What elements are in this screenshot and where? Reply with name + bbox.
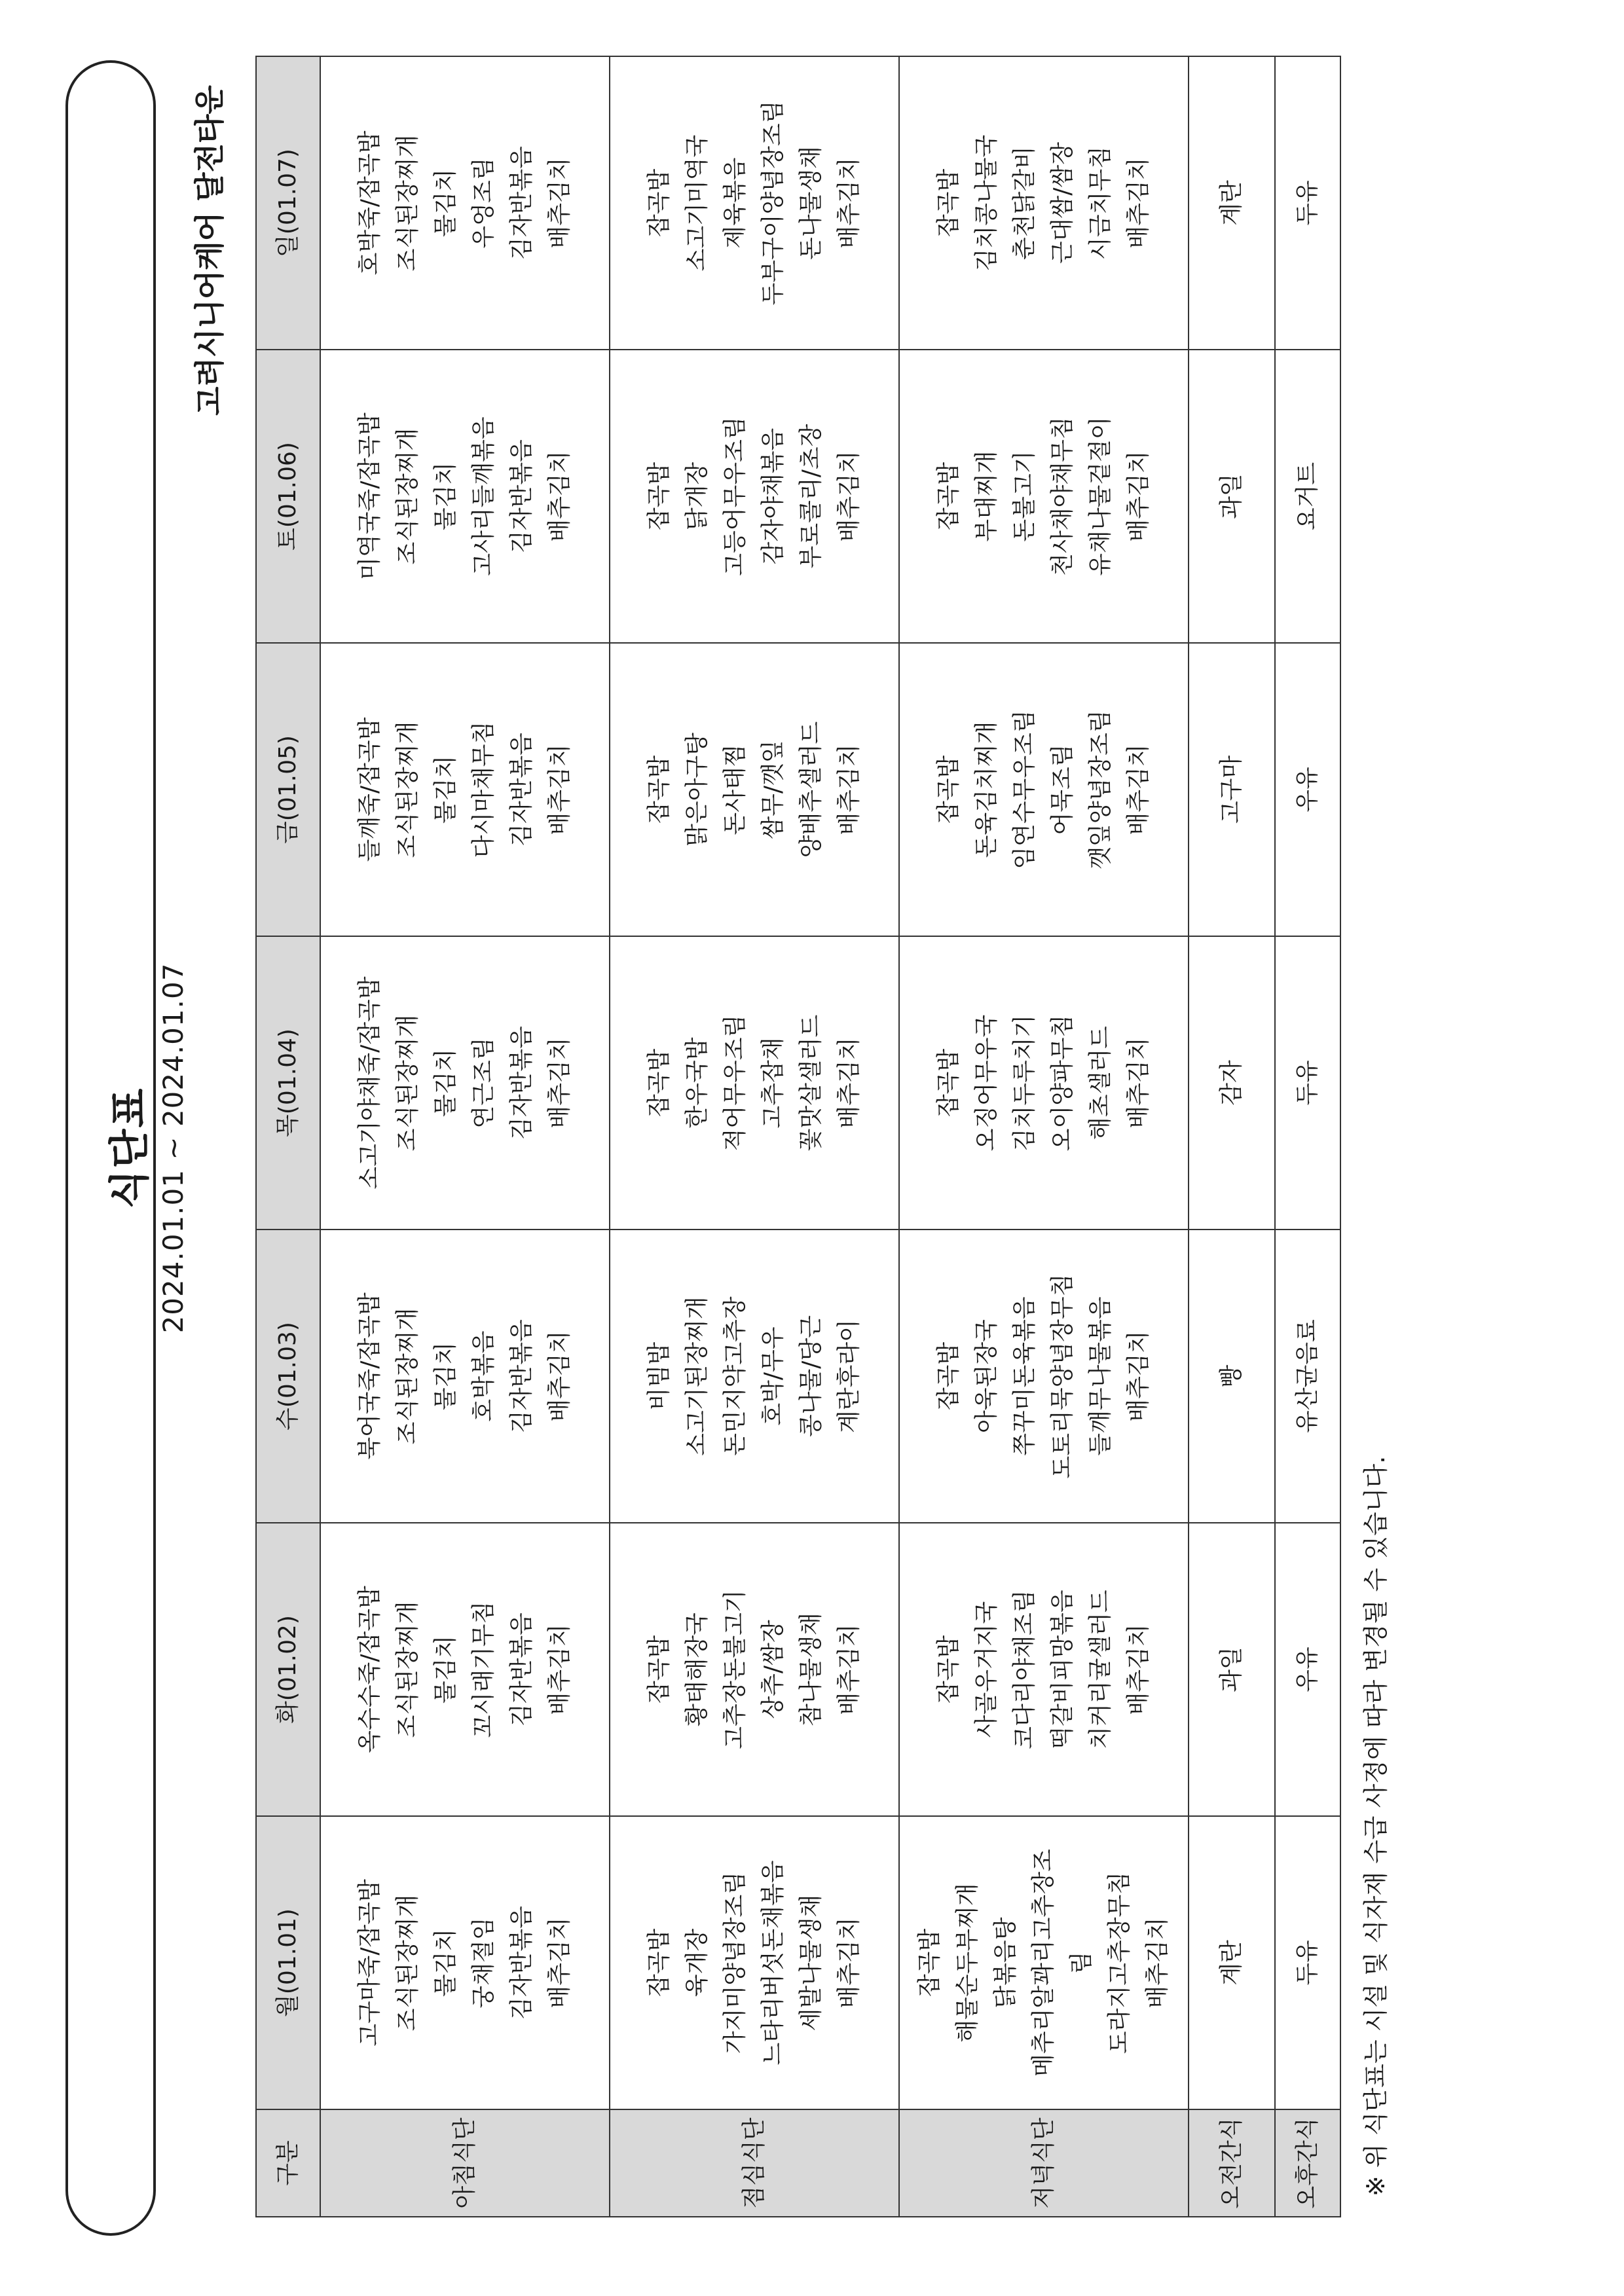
menu-item: 조식된장찌개	[394, 134, 421, 272]
dinner-row	[899, 56, 1189, 2217]
menu-item: 김자반볶음	[508, 146, 535, 260]
menu-cell	[1189, 56, 1275, 350]
menu-item: 궁채절임	[470, 1917, 497, 2009]
menu-cell	[1275, 643, 1340, 936]
menu-item: 부대찌개	[973, 450, 1000, 542]
menu-item: 물김치	[432, 462, 459, 531]
menu-item: 들깨죽/잡곡밥	[356, 717, 383, 862]
menu-cell	[1189, 936, 1275, 1230]
menu-item: 닭개장	[684, 462, 710, 531]
menu-item: 고추잡채	[760, 1037, 786, 1129]
menu-cell	[1275, 350, 1340, 643]
menu-item: 고사리들깨볶음	[470, 416, 497, 576]
menu-item: 닭볶음탕	[992, 1917, 1019, 2009]
menu-item: 고등어무우조림	[722, 416, 748, 576]
row-label: 오전간식	[1189, 2109, 1275, 2217]
menu-item: 물김치	[432, 1048, 459, 1118]
menu-cell	[899, 350, 1189, 643]
menu-item: 유채나물겉절이	[1087, 416, 1114, 576]
menu-cell	[320, 1816, 610, 2109]
menu-cell	[1275, 1230, 1340, 1523]
menu-item: 옥수수죽/잡곡밥	[356, 1586, 383, 1753]
menu-item: 근대쌈/쌈장	[1049, 142, 1076, 264]
menu-item: 빵	[1218, 1364, 1245, 1388]
menu-item: 느타리버섯돈채볶음	[760, 1860, 786, 2066]
menu-item: 잡곡밥	[935, 1635, 962, 1704]
menu-item: 오징어무우국	[973, 1014, 1000, 1152]
menu-cell	[610, 1816, 899, 2109]
menu-item: 우유	[1294, 767, 1321, 812]
afternoon-snack-row	[1275, 56, 1340, 2217]
menu-cell	[1275, 1816, 1340, 2109]
menu-item: 잡곡밥	[935, 462, 962, 531]
menu-item: 배추김치	[1125, 157, 1152, 249]
menu-item: 꼬시래기무침	[470, 1601, 497, 1738]
menu-item: 배추김치	[1144, 1917, 1171, 2009]
menu-item: 고추장돈불고기	[722, 1590, 748, 1749]
menu-item: 꽃맛살샐러드	[798, 1014, 824, 1152]
menu-cell	[1189, 350, 1275, 643]
menu-item: 비빔밥	[646, 1341, 673, 1411]
menu-cell	[610, 1230, 899, 1523]
category-header: 구분	[256, 2109, 320, 2217]
menu-item: 해초샐러드	[1087, 1026, 1114, 1140]
menu-cell	[899, 643, 1189, 936]
menu-item: 배추김치	[1125, 1624, 1152, 1715]
menu-cell	[1275, 56, 1340, 350]
menu-cell	[899, 936, 1189, 1230]
menu-item: 세발나물생채	[798, 1894, 824, 2032]
footnote: ※ 위 식단표는 시설 및 식자재 수급 사정에 따라 변경될 수 있습니다.	[1361, 1455, 1390, 2196]
menu-item: 배추김치	[836, 1037, 862, 1129]
menu-item: 고구마	[1218, 755, 1245, 824]
menu-item: 물김치	[432, 1341, 459, 1411]
menu-item: 김자반볶음	[508, 1906, 535, 2020]
menu-item: 소고기된장찌개	[684, 1296, 710, 1456]
menu-item: 김자반볶음	[508, 1319, 535, 1433]
menu-item: 코다리야채조림	[1011, 1590, 1038, 1749]
day-header: 목(01.04)	[256, 936, 320, 1230]
menu-item: 돈불고기	[1011, 450, 1038, 542]
menu-item: 김치콩나물국	[973, 134, 1000, 272]
menu-item: 연근조림	[470, 1037, 497, 1129]
menu-item: 돈육김치찌개	[973, 721, 1000, 858]
menu-item: 계란	[1218, 1940, 1245, 1986]
menu-item: 적어무우조림	[722, 1014, 748, 1152]
menu-cell	[320, 1523, 610, 1816]
menu-item: 돈민지약고추장	[722, 1296, 748, 1456]
menu-item: 배추김치	[1125, 1037, 1152, 1129]
menu-item: 과일	[1218, 473, 1245, 519]
menu-item: 잡곡밥	[916, 1928, 943, 1997]
menu-cell	[320, 936, 610, 1230]
menu-cell	[899, 1523, 1189, 1816]
menu-item: 조식된장찌개	[394, 721, 421, 858]
menu-item: 배추김치	[546, 1624, 573, 1715]
menu-item: 고구마죽/잡곡밥	[356, 1879, 383, 2047]
menu-item: 조식된장찌개	[394, 1014, 421, 1152]
meal-table	[255, 56, 1341, 2217]
menu-item: 쭈꾸미돈육볶음	[1011, 1296, 1038, 1456]
menu-item: 두유	[1294, 180, 1321, 226]
menu-item: 다시마채무침	[470, 721, 497, 858]
menu-item: 두유	[1294, 1940, 1321, 1986]
menu-item: 조식된장찌개	[394, 1307, 421, 1445]
menu-item: 잡곡밥	[646, 1635, 673, 1704]
menu-item: 쌈무/깻잎	[760, 740, 786, 839]
meal-table-body	[320, 56, 1340, 2217]
menu-item: 돈나물생채	[798, 146, 824, 260]
menu-item: 황태해장국	[684, 1613, 710, 1726]
menu-item: 잡곡밥	[646, 462, 673, 531]
menu-item: 배추김치	[546, 157, 573, 249]
menu-item: 맑은아구탕	[684, 733, 710, 847]
menu-item: 잡곡밥	[935, 1341, 962, 1411]
menu-item: 계란후라이	[836, 1319, 862, 1433]
menu-item: 계란	[1218, 180, 1245, 226]
menu-item: 배추김치	[836, 1917, 862, 2009]
menu-item: 호박볶음	[470, 1330, 497, 1422]
menu-cell	[1275, 1523, 1340, 1816]
menu-item: 참나물생채	[798, 1613, 824, 1726]
menu-item: 아욱된장국	[973, 1319, 1000, 1433]
menu-item: 두유	[1294, 1060, 1321, 1106]
row-label: 점심식단	[610, 2109, 899, 2217]
menu-item: 림	[1068, 1951, 1095, 1975]
menu-item: 물김치	[432, 168, 459, 238]
date-range: 2024.01.01 ~ 2024.01.07	[157, 962, 189, 1334]
menu-item: 소고기야채죽/잡곡밥	[356, 976, 383, 1190]
menu-item: 배추김치	[836, 450, 862, 542]
menu-item: 도라지고추장무침	[1106, 1871, 1133, 2054]
menu-item: 물김치	[432, 755, 459, 824]
menu-item: 두부구이양념장조림	[760, 100, 786, 306]
menu-item: 잡곡밥	[646, 168, 673, 238]
menu-item: 상추/쌈장	[760, 1620, 786, 1719]
menu-item: 미역국죽/잡곡밥	[356, 412, 383, 580]
menu-item: 김치두루치기	[1011, 1014, 1038, 1152]
menu-item: 임연수무우조림	[1011, 710, 1038, 869]
menu-cell	[899, 56, 1189, 350]
menu-item: 잡곡밥	[935, 1048, 962, 1118]
menu-item: 소고기미역국	[684, 134, 710, 272]
menu-item: 떡갈비피망볶음	[1049, 1590, 1076, 1749]
menu-item: 조식된장찌개	[394, 1601, 421, 1738]
day-header: 수(01.03)	[256, 1230, 320, 1523]
menu-item: 배추김치	[836, 1624, 862, 1715]
menu-item: 육개장	[684, 1928, 710, 1997]
menu-item: 요거트	[1294, 462, 1321, 531]
menu-item: 조식된장찌개	[394, 1894, 421, 2032]
menu-item: 우유	[1294, 1647, 1321, 1692]
day-header: 토(01.06)	[256, 350, 320, 643]
day-header: 일(01.07)	[256, 56, 320, 350]
menu-item: 한우국밥	[684, 1037, 710, 1129]
menu-item: 감자야채볶음	[760, 428, 786, 565]
menu-cell	[1189, 643, 1275, 936]
menu-item: 돈사태찜	[722, 744, 748, 835]
menu-item: 유산균음료	[1294, 1319, 1321, 1433]
row-label: 저녁식단	[899, 2109, 1189, 2217]
menu-item: 천사채야채무침	[1049, 416, 1076, 576]
row-label: 오후간식	[1275, 2109, 1340, 2217]
menu-cell	[610, 936, 899, 1230]
menu-item: 배추김치	[546, 450, 573, 542]
menu-item: 김자반볶음	[508, 1613, 535, 1726]
menu-item: 치커리귤샐러드	[1087, 1590, 1114, 1749]
menu-item: 콩나물/당근	[798, 1315, 824, 1438]
menu-cell	[1189, 1523, 1275, 1816]
menu-item: 어묵조림	[1049, 744, 1076, 835]
menu-cell	[320, 643, 610, 936]
menu-item: 오이양파무침	[1049, 1014, 1076, 1152]
menu-item: 잡곡밥	[646, 755, 673, 824]
menu-item: 배추김치	[546, 1917, 573, 2009]
day-header: 화(01.02)	[256, 1523, 320, 1816]
menu-item: 해물순두부찌개	[954, 1883, 981, 2043]
menu-item: 가지미양념장조림	[722, 1871, 748, 2054]
menu-item: 조식된장찌개	[394, 428, 421, 565]
menu-item: 시금치무침	[1087, 146, 1114, 260]
menu-item: 잡곡밥	[935, 755, 962, 824]
header-row	[256, 56, 320, 2217]
menu-cell	[610, 1523, 899, 1816]
menu-cell	[320, 56, 610, 350]
menu-item: 부로콜리/초장	[798, 424, 824, 569]
menu-item: 김자반볶음	[508, 1026, 535, 1140]
breakfast-row	[320, 56, 610, 2217]
lunch-row	[610, 56, 899, 2217]
menu-item: 감자	[1218, 1060, 1245, 1106]
page-title: 식단표	[105, 1087, 153, 1209]
menu-item: 잡곡밥	[646, 1048, 673, 1118]
menu-item: 우엉조림	[470, 157, 497, 249]
menu-item: 배추김치	[546, 744, 573, 835]
row-label: 아침식단	[320, 2109, 610, 2217]
menu-item: 잡곡밥	[935, 168, 962, 238]
morning-snack-row	[1189, 56, 1275, 2217]
menu-item: 들깨무나물볶음	[1087, 1296, 1114, 1456]
menu-item: 제육볶음	[722, 157, 748, 249]
day-header: 월(01.01)	[256, 1816, 320, 2109]
menu-cell	[610, 56, 899, 350]
menu-item: 메추리알꽈리고추장조	[1030, 1849, 1057, 2077]
menu-item: 배추김치	[836, 157, 862, 249]
menu-cell	[899, 1230, 1189, 1523]
menu-item: 김자반볶음	[508, 733, 535, 847]
menu-item: 과일	[1218, 1647, 1245, 1692]
menu-item: 양배추샐러드	[798, 721, 824, 858]
menu-item: 사골우거지국	[973, 1601, 1000, 1738]
menu-item: 깻잎양념장조림	[1087, 710, 1114, 869]
menu-item: 배추김치	[1125, 744, 1152, 835]
menu-item: 배추김치	[546, 1037, 573, 1129]
day-header: 금(01.05)	[256, 643, 320, 936]
menu-cell	[610, 643, 899, 936]
menu-cell	[1275, 936, 1340, 1230]
menu-cell	[320, 1230, 610, 1523]
menu-item: 북어국죽/잡곡밥	[356, 1292, 383, 1460]
menu-item: 춘천닭갈비	[1011, 146, 1038, 260]
menu-item: 배추김치	[1125, 450, 1152, 542]
menu-item: 도토리묵양념장무침	[1049, 1273, 1076, 1479]
menu-item: 잡곡밥	[646, 1928, 673, 1997]
menu-cell	[1189, 1816, 1275, 2109]
menu-item: 물김치	[432, 1635, 459, 1704]
menu-cell	[320, 350, 610, 643]
menu-item: 호박죽/잡곡밥	[356, 130, 383, 276]
menu-cell	[610, 350, 899, 643]
menu-item: 배추김치	[1125, 1330, 1152, 1422]
menu-item: 물김치	[432, 1928, 459, 1997]
facility-name: 고려시니어케어 달전타운	[192, 85, 227, 416]
menu-item: 배추김치	[546, 1330, 573, 1422]
menu-item: 호박/무우	[760, 1326, 786, 1426]
menu-item: 배추김치	[836, 744, 862, 835]
menu-cell	[899, 1816, 1189, 2109]
menu-item: 김자반볶음	[508, 439, 535, 553]
menu-cell	[1189, 1230, 1275, 1523]
